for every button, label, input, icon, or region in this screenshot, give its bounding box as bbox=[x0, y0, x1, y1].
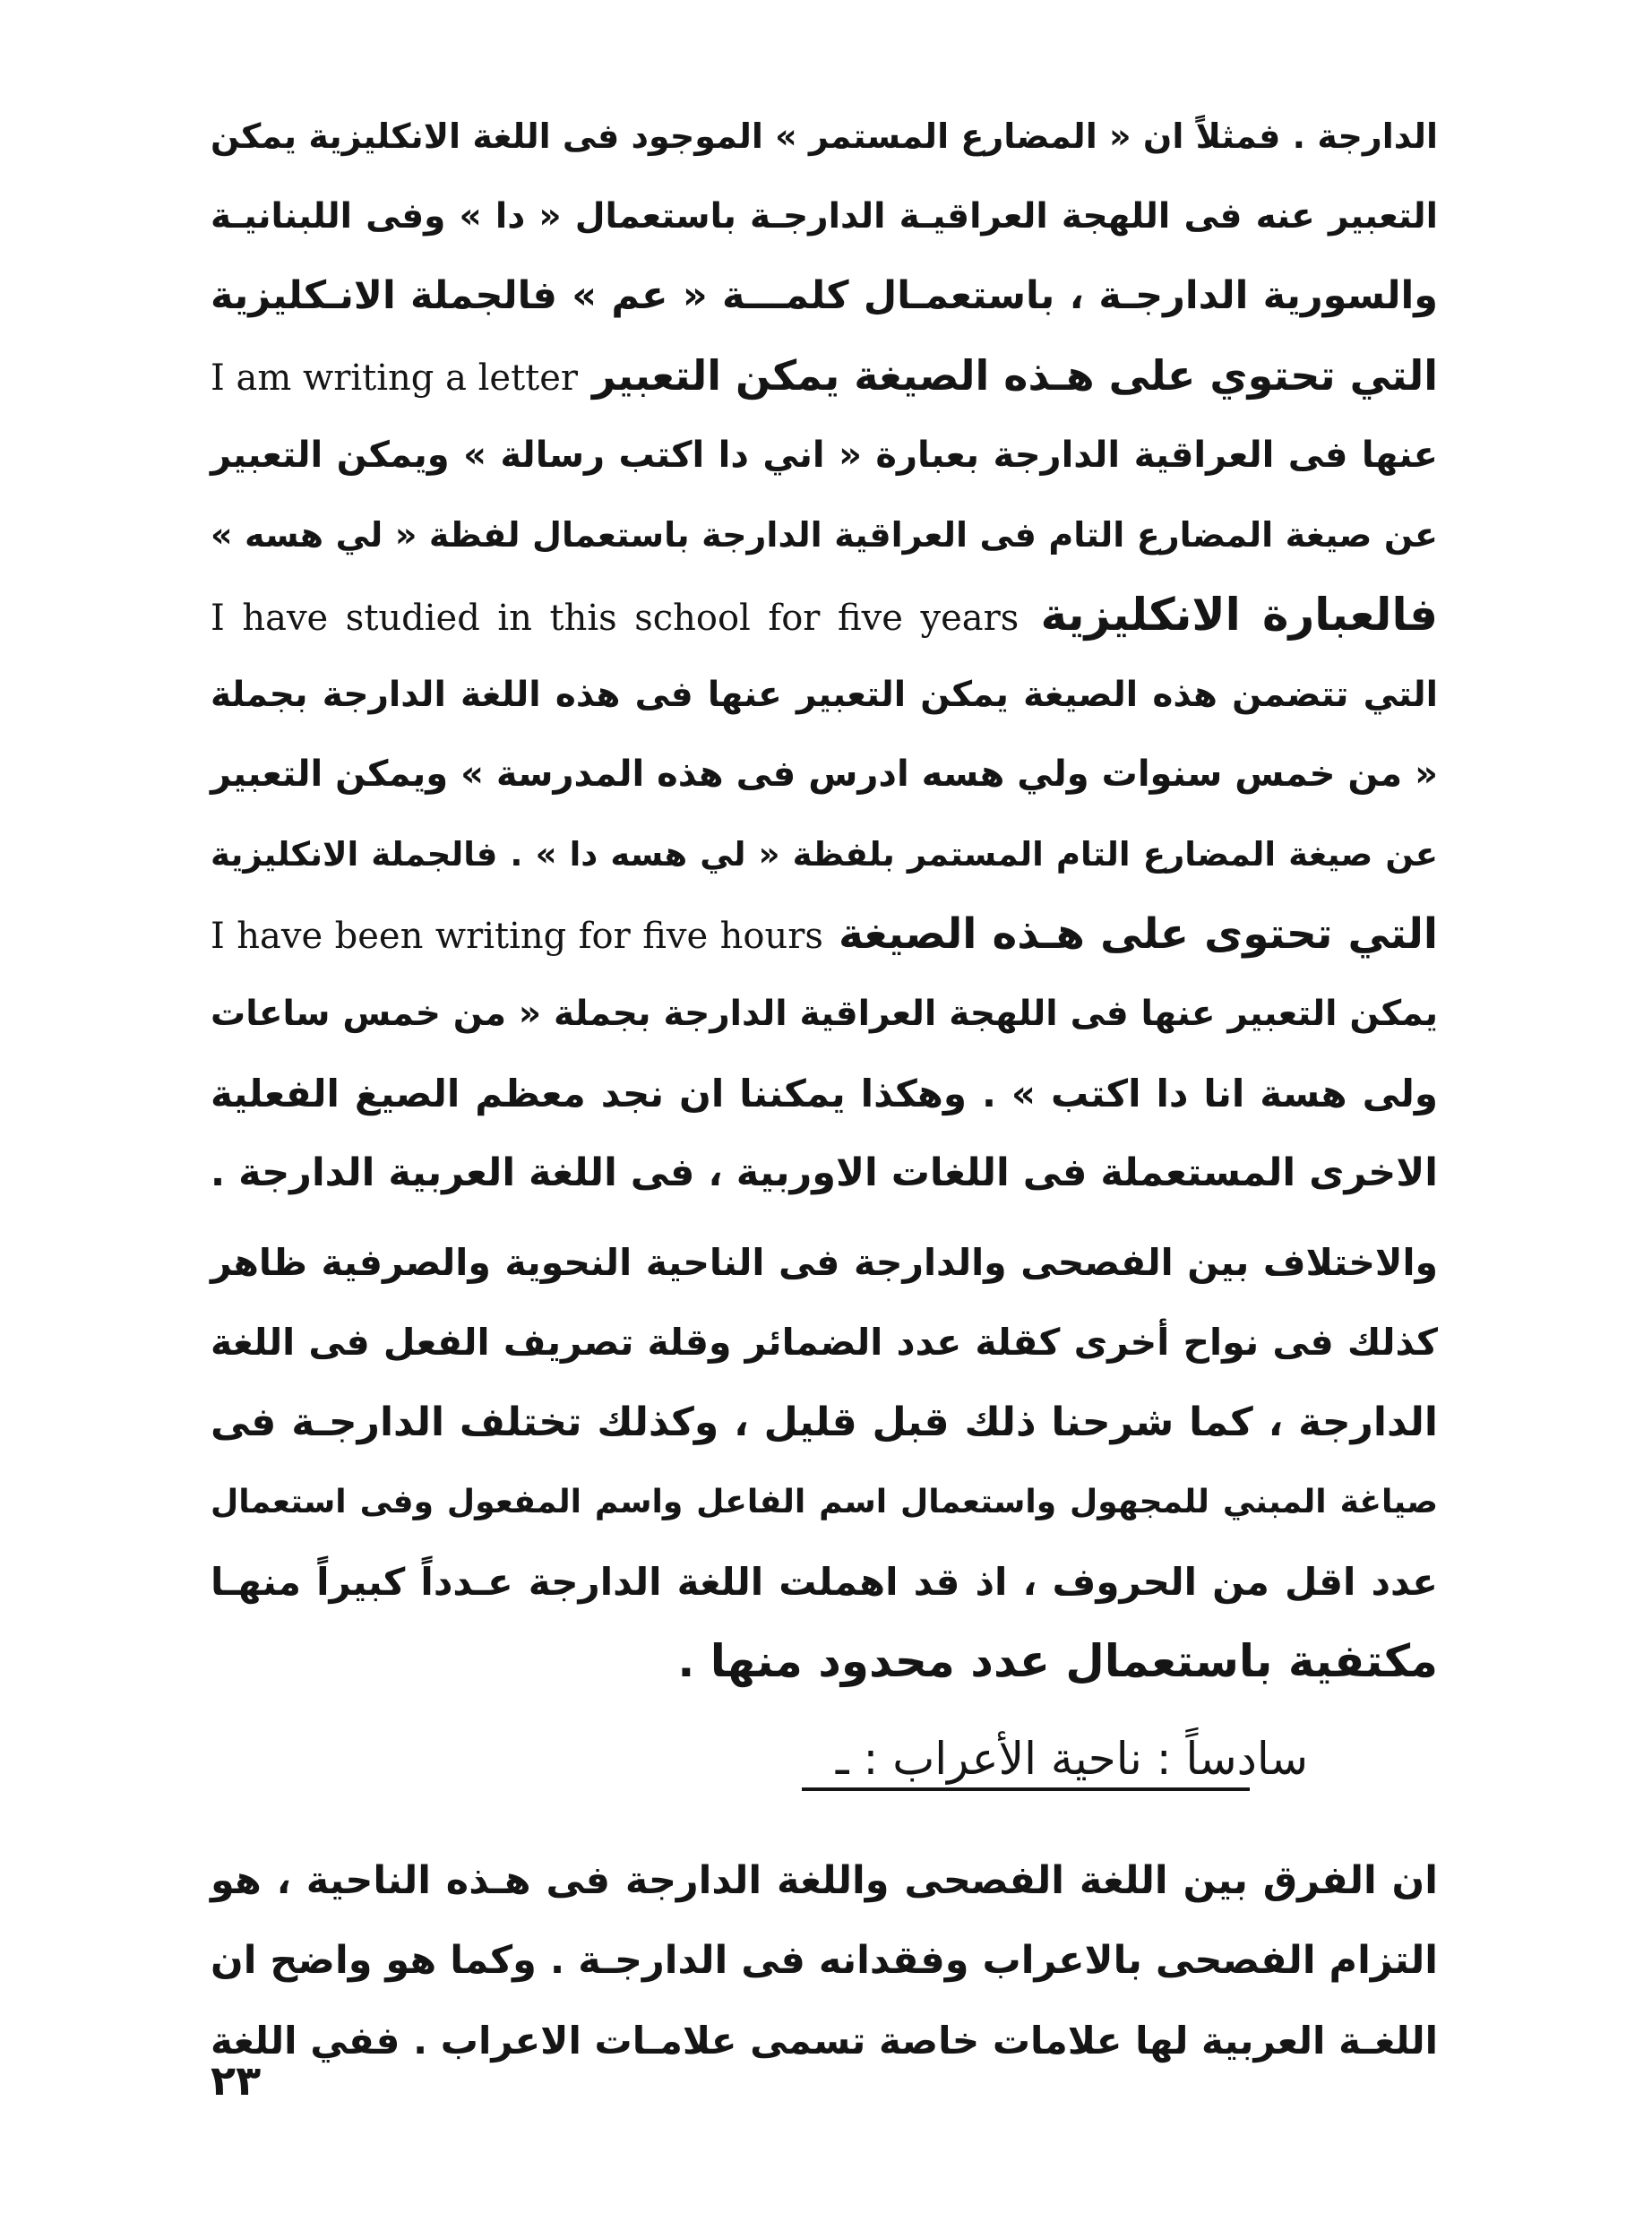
paragraph-grammar-differences bbox=[211, 1223, 1438, 1701]
arabic-segment: التي تحتوي على هـذه الصيغة يمكن التعبير bbox=[592, 351, 1438, 400]
text-line: الدارجة ، كما شرحنا ذلك قبل قليل ، وكذلك تختلف الدارجـة فى bbox=[211, 1400, 1438, 1445]
text-line: عن صيغة المضارع التام المستمر بلفظة « لي هسه دا » . فالجملة الانكليزية bbox=[211, 835, 1438, 874]
arabic-segment: التي تحتوى على هـذه الصيغة bbox=[839, 909, 1438, 959]
text-line: مكتفية باستعمال عدد محدود منها . bbox=[677, 1635, 1438, 1687]
text-line: ولى هسة انا دا اكتب » . وهكذا يمكننا ان نجد معظم الصيغ الفعلية bbox=[211, 1072, 1438, 1115]
text-line: عن صيغة المضارع التام فى العراقية الدارجة باستعمال لفظة « لي هسه » bbox=[211, 515, 1438, 555]
text-line: عدد اقل من الحروف ، اذ قد اهملت اللغة الدارجة عـدداً كبيراً منهـا bbox=[211, 1560, 1438, 1604]
text-line: والسورية الدارجـة ، باستعمـال كلمـــة « عم » فالجملة الانـكليزية bbox=[211, 273, 1438, 318]
arabic-segment: فالعبارة الانكليزية bbox=[1040, 589, 1438, 641]
text-line: صياغة المبني للمجهول واستعمال اسم الفاعل واسم المفعول وفى استعمال bbox=[211, 1484, 1438, 1520]
text-line: التزام الفصحى بالاعراب وفقدانه فى الدارجـة . وكما هو واضح ان bbox=[211, 1938, 1438, 1983]
section-heading: سادساً : ناحية الأعراب : ـ bbox=[835, 1733, 1308, 1785]
english-example-1: I am writing a letter bbox=[210, 357, 579, 399]
text-line: يمكن التعبير عنها فى اللهجة العراقية الدارجة بجملة « من خمس ساعات bbox=[211, 994, 1438, 1034]
text-line: « من خمس سنوات ولي هسه ادرس فى هذه المدرسة » ويمكن التعبير bbox=[211, 754, 1438, 795]
text-line: والاختلاف بين الفصحى والدارجة فى الناحية النحوية والصرفية ظاهر bbox=[211, 1241, 1438, 1284]
english-example-2: I have studied in this school for five years bbox=[211, 598, 1020, 639]
text-line: التعبير عنه فى اللهجة العراقيـة الدارجـة باستعمال « دا » وفى اللبنانيـة bbox=[211, 196, 1438, 237]
text-line: ان الفرق بين اللغة الفصحى واللغة الدارجة فى هـذه الناحية ، هو bbox=[211, 1858, 1438, 1903]
paragraph-inflection bbox=[211, 1841, 1438, 2080]
text-line: الدارجة . فمثلاً ان « المضارع المستمر » الموجود فى اللغة الانكليزية يمكن bbox=[211, 116, 1438, 156]
paragraph-colloquial-tenses bbox=[211, 97, 1438, 1213]
text-line: كذلك فى نواح أخرى كقلة عدد الضمائر وقلة تصريف الفعل فى اللغة bbox=[211, 1321, 1438, 1364]
text-line-with-english bbox=[211, 894, 1438, 974]
text-line-with-english bbox=[211, 575, 1438, 655]
text-line: التي تتضمن هذه الصيغة يمكن التعبير عنها فى هذه اللغة الدارجة بجملة bbox=[211, 675, 1438, 715]
text-line: عنها فى العراقية الدارجة بعبارة « اني دا اكتب رسالة » ويمكن التعبير bbox=[211, 435, 1438, 476]
page-number: ٢٣ bbox=[211, 2056, 262, 2105]
text-line-with-english bbox=[211, 336, 1438, 416]
text-line: الاخرى المستعملة فى اللغات الاوربية ، فى اللغة العربية الدارجة . bbox=[210, 1150, 1438, 1195]
text-line: اللغـة العربية لها علامات خاصة تسمى علامـات الاعراب . ففي اللغة bbox=[211, 2019, 1438, 2063]
heading-underline bbox=[802, 1787, 1250, 1791]
english-example-3: I have been writing for five hours bbox=[211, 916, 823, 957]
